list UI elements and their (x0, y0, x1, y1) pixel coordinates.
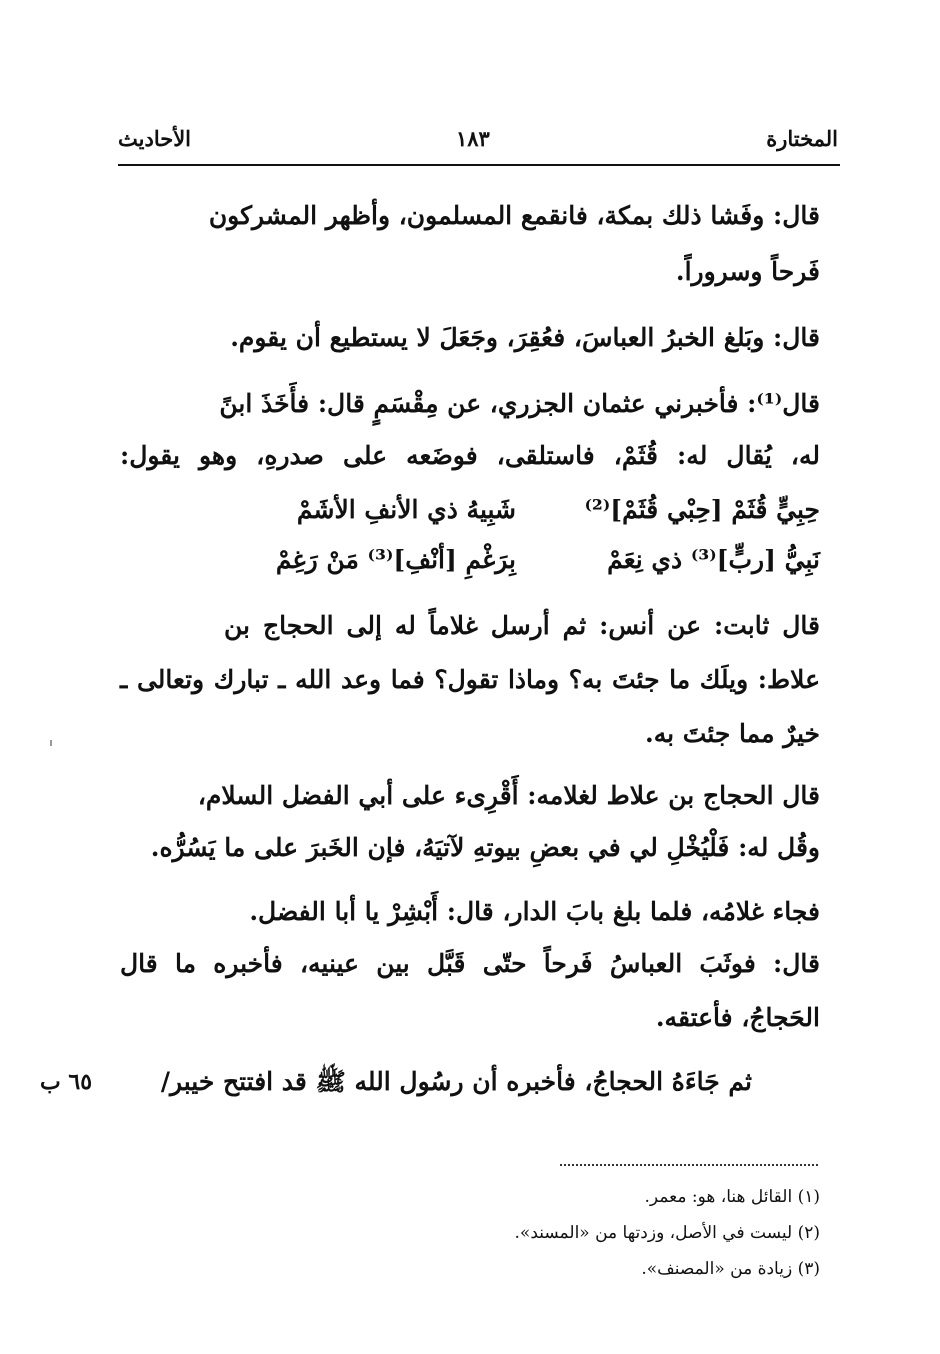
running-header (118, 118, 838, 162)
verse-hemistich: نَبِيُّ [ربٍّ]⁽³⁾ ذي نِعَمْ (607, 545, 820, 574)
text-line: قال ثابت: عن أنس: ثم أرسل غلاماً له إلى الحجاج بن (224, 611, 820, 640)
text-line: علاط: ويلَك ما جئتَ به؟ وماذا تقول؟ فما وعد الله ـ تبارك وتعالى ـ (120, 665, 820, 694)
text-line: قال الحجاج بن علاط لغلامه: أَقْرِىء على أبي الفضل السلام، (197, 781, 820, 810)
text-line: الحَجاجُ، فأعتقه. (655, 1003, 820, 1032)
page-speck (50, 740, 52, 746)
page-number: ١٨٣ (456, 126, 490, 151)
verse-hemistich: شَبِيهُ ذي الأنفِ الأشَمْ (296, 495, 516, 524)
text-line: قال: وبَلغ الخبرُ العباسَ، فعُقِرَ، وجَعَلَ لا يستطيع أن يقوم. (230, 323, 820, 352)
text-line: فجاء غلامُه، فلما بلغ بابَ الدار، قال: أَبْشِرْ يا أبا الفضل. (249, 897, 820, 926)
footnote-separator (560, 1164, 818, 1166)
text-line: ثم جَاءَهُ الحجاجُ، فأخبره أن رسُول الله ﷺ قد افتتح خيبر/ (160, 1067, 752, 1096)
footnote: (٢) ليست في الأصل، وزدتها من «المسند». (514, 1223, 820, 1243)
text-line: وقُل له: فَلْيُخْلِ لي في بعضِ بيوتهِ لآتيَهُ، فإن الخَبرَ على ما يَسُرُّه. (150, 833, 820, 862)
manuscript-folio-note: ٦٥ ب (40, 1069, 93, 1095)
text-line: قال: فوثَبَ العباسُ فَرحاً حتّى قَبَّل بين عينيه، فأخبره ما قال (120, 949, 820, 978)
text-line: قال⁽¹⁾: فأخبرني عثمان الجزري، عن مِقْسَمٍ قال: فأَخَذَ ابنً (219, 389, 820, 418)
book-title: المختارة (766, 126, 838, 151)
text-line: قال: وفَشا ذلك بمكة، فانقمع المسلمون، وأظهر المشركون (208, 201, 820, 230)
text-line: له، يُقال له: قُثَمْ، فاستلقى، فوضَعه على صدرهِ، وهو يقول: (120, 441, 820, 470)
footnote: (١) القائل هنا، هو: معمر. (644, 1187, 820, 1207)
text-line: فَرحاً وسروراً. (675, 257, 820, 286)
header-rule (118, 164, 840, 166)
section-title: الأحاديث (118, 126, 192, 151)
text-line: خيرٌ مما جئتَ به. (645, 719, 820, 748)
footnote: (٣) زيادة من «المصنف». (641, 1259, 820, 1279)
verse-hemistich: بِرَغْمِ [أنْفِ]⁽³⁾ مَنْ رَغِمْ (275, 545, 516, 574)
verse-hemistich: حِبِيٍّ قُثَمْ [حِبْي قُثَمْ]⁽²⁾ (584, 495, 820, 524)
